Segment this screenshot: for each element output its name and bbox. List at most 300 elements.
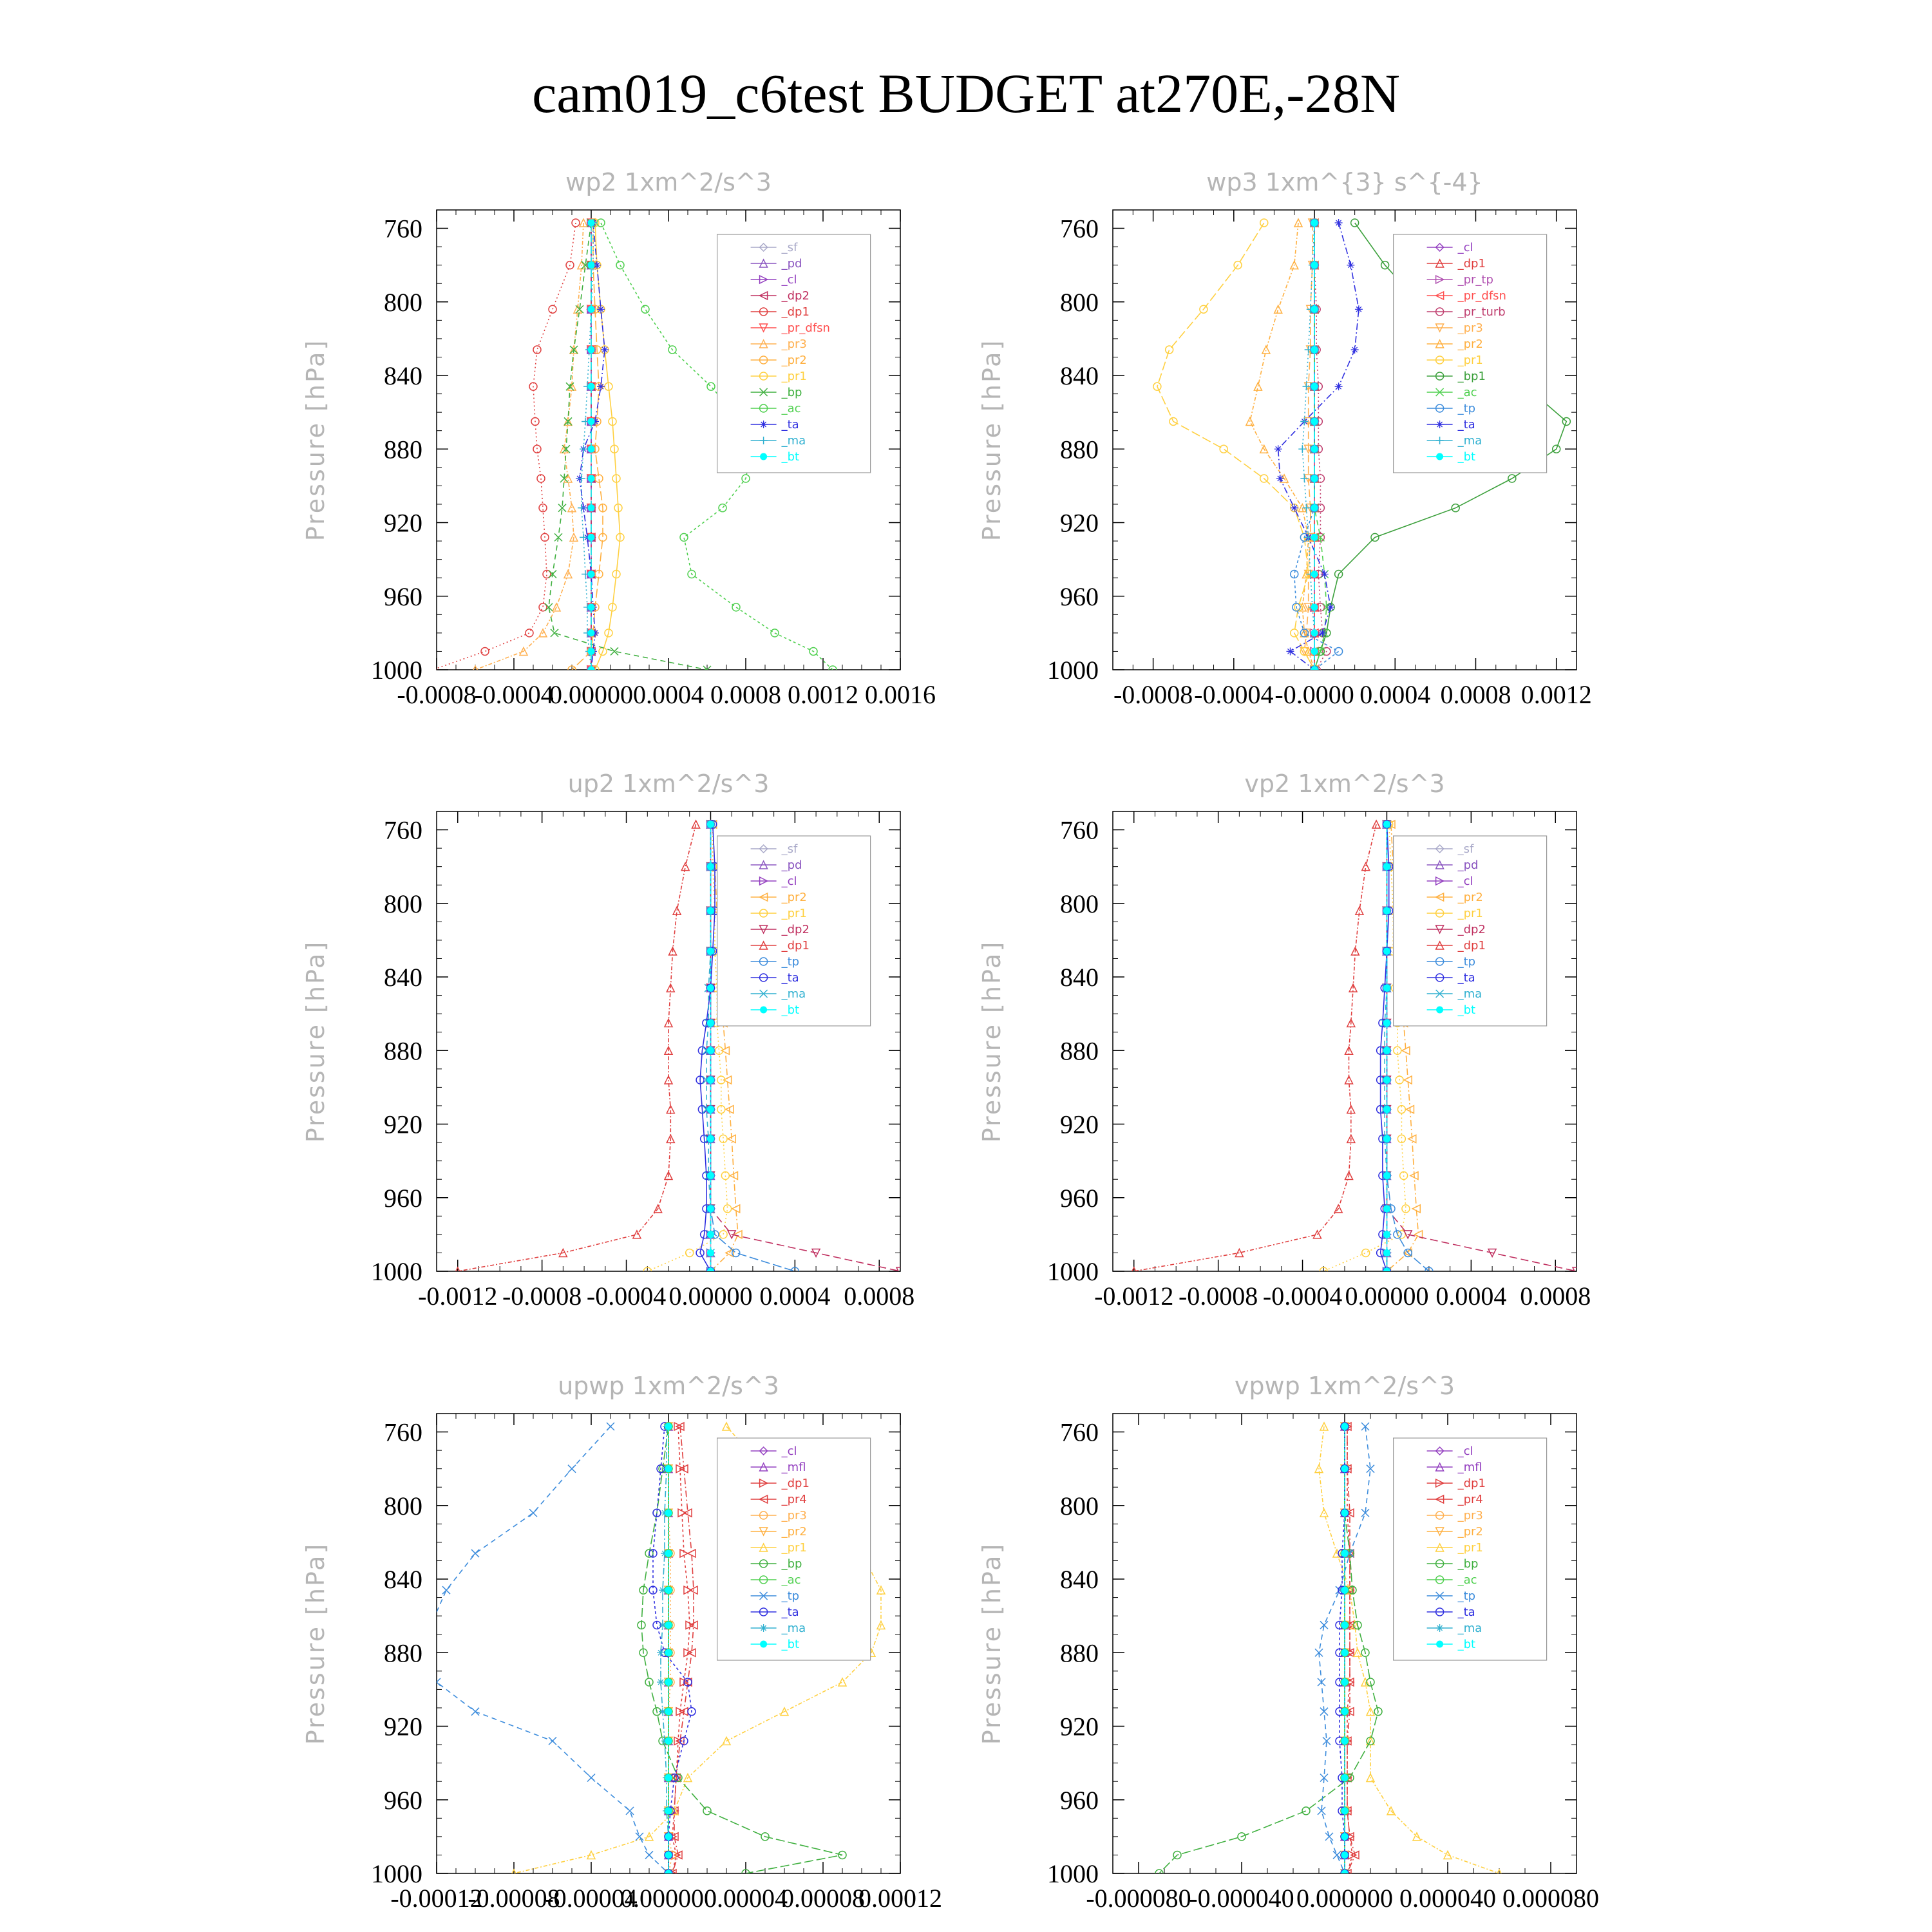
data-point — [429, 666, 437, 674]
y-tick-label: 880 — [384, 1036, 422, 1066]
y-axis-label: Pressure [hPa] — [301, 1542, 330, 1745]
legend-label: _pr2 — [1457, 891, 1483, 904]
x-tick-label: 0.00000 — [549, 680, 633, 709]
legend-marker — [761, 1641, 767, 1647]
panel-title: up2 1xm^2/s^3 — [567, 770, 770, 798]
data-point — [1383, 1106, 1390, 1113]
data-point — [1362, 1249, 1370, 1256]
data-point — [1311, 446, 1318, 452]
data-point — [707, 1019, 714, 1026]
data-point — [1341, 1833, 1348, 1840]
data-point — [1311, 648, 1318, 654]
legend-label: _ma — [1457, 434, 1482, 448]
data-point — [665, 1679, 672, 1685]
legend-label: _dp1 — [1457, 257, 1486, 270]
legend-label: _pr1 — [1457, 354, 1483, 367]
data-point — [1311, 346, 1318, 353]
x-tick-label: 0.000000 — [620, 1884, 717, 1913]
data-point — [665, 1808, 672, 1814]
legend-label: _bp — [781, 386, 802, 399]
data-point — [1383, 864, 1390, 870]
legend-label: _pr2 — [1457, 1525, 1483, 1539]
series-line-tp — [427, 1426, 668, 1873]
x-tick-label: 0.0004 — [759, 1282, 831, 1311]
data-point — [707, 1268, 714, 1274]
data-point — [719, 504, 726, 512]
data-point — [1254, 383, 1262, 390]
data-point — [1383, 1268, 1390, 1274]
x-tick-label: 0.000000 — [1296, 1884, 1393, 1913]
legend-label: _ta — [781, 418, 799, 431]
x-tick-label: 0.000040 — [1399, 1884, 1496, 1913]
x-tick-label: -0.0004 — [586, 1282, 667, 1311]
data-point — [572, 219, 580, 227]
data-point — [1276, 475, 1284, 482]
data-point — [1311, 630, 1318, 636]
x-tick-label: 0.0008 — [844, 1282, 915, 1311]
legend-label: _bp — [1457, 1557, 1479, 1571]
legend-label: _pr2 — [781, 1525, 807, 1539]
data-point — [732, 603, 740, 611]
y-axis-label: Pressure [hPa] — [978, 338, 1006, 542]
data-point — [665, 1466, 672, 1472]
data-point — [481, 647, 489, 655]
panel-6 — [978, 1372, 1599, 1913]
data-point — [1311, 534, 1318, 540]
legend-label: _pr_turb — [1457, 305, 1506, 319]
y-tick-label: 800 — [1060, 889, 1099, 918]
data-point — [665, 1423, 672, 1430]
data-point — [665, 1774, 672, 1781]
x-tick-label: 0.00000 — [1345, 1282, 1429, 1311]
data-point — [1341, 1774, 1348, 1781]
data-point — [587, 1774, 595, 1781]
y-tick-label: 840 — [384, 1565, 422, 1595]
legend-label: _pr1 — [1457, 1541, 1483, 1555]
y-axis-label: Pressure [hPa] — [301, 940, 330, 1143]
x-tick-label: -0.0004 — [474, 680, 554, 709]
legend-label: _dp2 — [1457, 923, 1486, 936]
legend-label: _mfl — [781, 1461, 806, 1474]
x-tick-label: 0.00004 — [704, 1884, 788, 1913]
legend-label: _pr4 — [1457, 1493, 1483, 1506]
data-point — [1383, 1135, 1390, 1142]
legend-label: _pr_tp — [1457, 273, 1493, 287]
y-tick-label: 920 — [384, 508, 422, 538]
x-tick-label: -0.0000 — [1274, 680, 1354, 709]
x-tick-label: -0.0008 — [1178, 1282, 1258, 1311]
data-point — [597, 219, 605, 227]
legend-label: _sf — [1457, 842, 1474, 856]
y-tick-label: 760 — [1060, 1417, 1099, 1447]
legend-label: _ma — [781, 1622, 806, 1635]
data-point — [703, 1807, 711, 1815]
legend-label: _tp — [781, 1589, 800, 1603]
x-tick-label: 0.0008 — [710, 680, 781, 709]
legend-label: _pd — [1457, 858, 1479, 872]
x-tick-label: -0.000040 — [1189, 1884, 1294, 1913]
data-point — [578, 475, 585, 482]
data-point — [1341, 1622, 1348, 1628]
data-point — [1311, 604, 1318, 611]
data-point — [707, 1135, 714, 1142]
data-point — [588, 648, 594, 654]
y-tick-label: 1000 — [371, 1859, 422, 1888]
legend-label: _ta — [1457, 1605, 1475, 1619]
data-point — [1383, 907, 1390, 914]
data-point — [1351, 219, 1359, 227]
data-point — [1347, 261, 1354, 269]
y-tick-label: 760 — [384, 815, 422, 845]
y-tick-label: 760 — [384, 1417, 422, 1447]
legend-marker — [1437, 453, 1443, 460]
x-tick-label: -0.0008 — [397, 680, 477, 709]
data-point — [1383, 1206, 1390, 1212]
data-point — [471, 1708, 479, 1716]
y-tick-label: 1000 — [1047, 1859, 1099, 1888]
data-point — [1325, 1833, 1333, 1841]
data-point — [665, 1622, 672, 1628]
data-point — [1355, 305, 1363, 313]
data-point — [1311, 418, 1318, 424]
panel-title: wp3 1xm^{3} s^{-4} — [1206, 168, 1483, 196]
y-tick-label: 920 — [384, 1110, 422, 1139]
data-point — [587, 1851, 595, 1859]
data-point — [539, 504, 547, 512]
x-tick-label: -0.0004 — [1194, 680, 1274, 709]
data-point — [545, 603, 553, 611]
page-title: cam019_c6test BUDGET at270E,-28N — [532, 62, 1400, 124]
data-point — [1335, 647, 1343, 655]
series-line-pr1 — [1157, 223, 1314, 670]
x-tick-label: -0.00008 — [468, 1884, 560, 1913]
data-point — [1333, 1851, 1341, 1859]
data-point — [707, 383, 715, 390]
data-point — [588, 446, 594, 452]
x-tick-label: 0.0016 — [865, 680, 936, 709]
y-tick-label: 1000 — [1047, 1257, 1099, 1286]
data-point — [665, 1709, 672, 1715]
data-point — [1274, 305, 1282, 313]
data-point — [1311, 220, 1318, 226]
panel-4 — [978, 770, 1591, 1311]
legend-label: _pd — [781, 257, 802, 270]
x-tick-label: 0.0008 — [1520, 1282, 1591, 1311]
x-tick-label: -0.00012 — [390, 1884, 483, 1913]
data-point — [442, 1586, 450, 1594]
x-tick-label: -0.0008 — [1113, 680, 1193, 709]
y-tick-label: 800 — [384, 1491, 422, 1520]
legend-label: _ma — [781, 434, 806, 448]
legend-label: _pr1 — [781, 907, 807, 920]
legend-label: _ta — [781, 1605, 799, 1619]
legend-label: _dp2 — [781, 289, 810, 303]
y-axis-label: Pressure [hPa] — [301, 338, 330, 542]
x-tick-label: 0.000080 — [1502, 1884, 1599, 1913]
legend-marker — [1437, 1007, 1443, 1013]
data-point — [1311, 475, 1318, 482]
data-point — [707, 1249, 714, 1256]
data-point — [719, 1231, 727, 1238]
data-point — [551, 629, 558, 637]
data-point — [626, 1807, 634, 1815]
data-point — [1311, 571, 1318, 577]
legend-label: _pr_dfsn — [781, 321, 830, 335]
x-tick-label: 0.00000 — [668, 1282, 753, 1311]
data-point — [665, 1738, 672, 1744]
legend-label: _ac — [781, 1573, 801, 1587]
data-point — [1262, 346, 1270, 354]
x-tick-label: 0.0004 — [1435, 1282, 1507, 1311]
y-tick-label: 840 — [384, 361, 422, 391]
legend-label: _pr3 — [781, 1509, 807, 1522]
data-point — [588, 383, 594, 390]
legend-label: _dp1 — [781, 939, 810, 952]
y-axis-label: Pressure [hPa] — [978, 1542, 1006, 1745]
legend-label: _pr2 — [781, 891, 807, 904]
x-tick-label: 0.00008 — [781, 1884, 865, 1913]
x-tick-label: 0.00012 — [858, 1884, 942, 1913]
series-line-pr1 — [647, 824, 727, 1271]
legend-label: _pr4 — [781, 1493, 807, 1506]
y-tick-label: 760 — [1060, 815, 1099, 845]
data-point — [588, 475, 594, 482]
data-point — [665, 1510, 672, 1516]
data-point — [580, 445, 587, 453]
series-line-pr3 — [475, 223, 583, 670]
data-point — [707, 1231, 714, 1238]
legend-label: _pr3 — [1457, 321, 1483, 335]
data-point — [588, 505, 594, 511]
y-tick-label: 960 — [384, 582, 422, 611]
data-point — [665, 1870, 672, 1877]
data-point — [1274, 445, 1282, 453]
data-point — [657, 1678, 665, 1686]
data-point — [1341, 1679, 1348, 1685]
data-point — [588, 346, 594, 353]
data-point — [692, 820, 700, 828]
data-point — [529, 1509, 537, 1517]
y-tick-label: 800 — [384, 287, 422, 317]
data-point — [1302, 1807, 1310, 1815]
y-tick-label: 920 — [1060, 1110, 1099, 1139]
data-point — [1166, 346, 1173, 354]
legend-label: _pr1 — [781, 370, 807, 383]
data-point — [665, 1649, 672, 1656]
data-point — [1341, 1738, 1348, 1744]
legend-marker — [761, 1007, 767, 1013]
data-point — [1311, 306, 1318, 312]
y-tick-label: 960 — [384, 1183, 422, 1213]
panel-1 — [301, 168, 936, 709]
data-point — [707, 864, 714, 870]
y-tick-label: 760 — [384, 214, 422, 243]
data-point — [588, 262, 594, 269]
data-point — [1383, 1231, 1390, 1238]
legend-label: _dp1 — [781, 305, 810, 319]
legend-label: _dp1 — [1457, 1477, 1486, 1490]
data-point — [423, 1649, 431, 1656]
legend-label: _pr_dfsn — [1457, 289, 1506, 303]
legend-label: _tp — [1457, 955, 1476, 969]
data-point — [1341, 1466, 1348, 1472]
data-point — [1341, 1423, 1348, 1430]
data-point — [588, 534, 594, 540]
y-tick-label: 960 — [1060, 1785, 1099, 1815]
legend-label: _bt — [781, 450, 800, 464]
x-tick-label: 0.0012 — [1520, 680, 1592, 709]
data-point — [707, 1106, 714, 1113]
y-axis-label: Pressure [hPa] — [978, 940, 1006, 1143]
data-point — [427, 1621, 435, 1629]
legend-label: _cl — [781, 875, 797, 888]
panel-title: vp2 1xm^2/s^3 — [1244, 770, 1445, 798]
x-tick-label: -0.00004 — [545, 1884, 638, 1913]
legend-marker — [1437, 1641, 1443, 1647]
legend-label: _tp — [1457, 402, 1476, 415]
data-point — [1311, 383, 1318, 390]
legend-label: _pr3 — [781, 337, 807, 351]
y-tick-label: 1000 — [371, 656, 422, 685]
y-tick-label: 760 — [1060, 214, 1099, 243]
x-tick-label: -0.0004 — [1262, 1282, 1343, 1311]
y-tick-label: 920 — [1060, 1712, 1099, 1741]
data-point — [1383, 821, 1390, 828]
data-point — [1383, 1172, 1390, 1179]
legend-label: _tp — [1457, 1589, 1476, 1603]
x-tick-label: -0.000080 — [1086, 1884, 1191, 1913]
data-point — [588, 220, 594, 226]
data-point — [707, 1206, 714, 1212]
legend-label: _ma — [781, 987, 806, 1001]
data-point — [707, 821, 714, 828]
legend-label: _mfl — [1457, 1461, 1482, 1474]
legend-label: _ma — [1457, 1622, 1482, 1635]
legend-label: _bp1 — [1457, 370, 1486, 383]
data-point — [1300, 475, 1308, 482]
data-point — [578, 504, 585, 512]
legend-label: _ac — [1457, 386, 1477, 399]
legend-label: _cl — [781, 273, 797, 287]
data-point — [680, 533, 688, 541]
series-line-dp1 — [458, 824, 696, 1271]
data-point — [707, 1047, 714, 1054]
data-point — [588, 418, 594, 424]
x-tick-label: -0.0012 — [1094, 1282, 1174, 1311]
x-tick-label: 0.0012 — [788, 680, 858, 709]
data-point — [1383, 1047, 1390, 1054]
legend-label: _ta — [1457, 971, 1475, 985]
data-point — [568, 1465, 576, 1473]
x-tick-label: -0.0008 — [502, 1282, 582, 1311]
y-tick-label: 880 — [1060, 1638, 1099, 1668]
legend-label: _sf — [781, 241, 798, 254]
data-point — [707, 985, 714, 991]
data-point — [1383, 1019, 1390, 1026]
legend-label: _dp2 — [781, 923, 810, 936]
data-point — [1383, 1077, 1390, 1083]
data-point — [1383, 1249, 1390, 1256]
panel-title: wp2 1xm^2/s^3 — [565, 168, 772, 196]
legend-label: _cl — [1457, 241, 1473, 254]
legend-label: _cl — [781, 1444, 797, 1458]
legend-label: _ac — [1457, 1573, 1477, 1587]
data-point — [1335, 219, 1343, 227]
data-point — [665, 1833, 672, 1840]
data-point — [588, 667, 594, 673]
data-point — [665, 1587, 672, 1593]
series-line-dp1 — [1134, 824, 1376, 1271]
data-point — [641, 305, 649, 313]
data-point — [471, 1549, 479, 1557]
data-point — [1341, 1550, 1348, 1557]
data-point — [707, 1172, 714, 1179]
data-point — [838, 1678, 846, 1686]
series-line-bp — [549, 223, 707, 670]
y-tick-label: 960 — [1060, 582, 1099, 611]
data-point — [1341, 1852, 1348, 1858]
x-tick-label: 0.0004 — [633, 680, 704, 709]
legend-label: _bt — [1457, 1003, 1476, 1017]
data-point — [665, 1550, 672, 1557]
panel-5 — [301, 1372, 942, 1913]
data-point — [1341, 1709, 1348, 1715]
series-line-dp1 — [433, 223, 576, 670]
y-tick-label: 840 — [384, 963, 422, 992]
y-tick-label: 1000 — [371, 1257, 422, 1286]
data-point — [549, 1737, 556, 1745]
data-point — [657, 1649, 665, 1656]
legend-label: _pr1 — [781, 1541, 807, 1555]
legend-label: _bt — [781, 1003, 800, 1017]
legend-label: _ac — [781, 402, 801, 415]
legend-label: _bt — [1457, 450, 1476, 464]
data-point — [580, 533, 587, 541]
legend-label: _ma — [1457, 987, 1482, 1001]
legend-label: _pr2 — [1457, 337, 1483, 351]
y-tick-label: 840 — [1060, 963, 1099, 992]
data-point — [1311, 505, 1318, 511]
data-point — [1341, 1870, 1348, 1877]
data-point — [588, 630, 594, 636]
y-tick-label: 840 — [1060, 1565, 1099, 1595]
legend-label: _tp — [781, 955, 800, 969]
data-point — [1341, 1649, 1348, 1656]
y-tick-label: 880 — [384, 435, 422, 464]
data-point — [1351, 346, 1359, 354]
panel-2 — [978, 168, 1592, 709]
legend-label: _sf — [781, 842, 798, 856]
data-point — [707, 907, 714, 914]
data-point — [1286, 647, 1294, 655]
panel-3 — [301, 770, 914, 1311]
x-tick-label: -0.0012 — [418, 1282, 498, 1311]
legend-label: _dp1 — [781, 1477, 810, 1490]
series-line-pr4 — [672, 1426, 694, 1873]
legend-label: _dp1 — [1457, 939, 1486, 952]
legend-label: _ta — [781, 971, 799, 985]
x-tick-label: 0.0008 — [1440, 680, 1511, 709]
data-point — [645, 1851, 653, 1859]
data-point — [526, 629, 533, 637]
y-tick-label: 960 — [1060, 1183, 1099, 1213]
data-point — [597, 383, 605, 390]
y-tick-label: 800 — [1060, 1491, 1099, 1520]
data-point — [1341, 1808, 1348, 1814]
data-point — [1372, 820, 1380, 828]
y-tick-label: 920 — [1060, 508, 1099, 538]
legend-label: _bt — [781, 1638, 800, 1651]
